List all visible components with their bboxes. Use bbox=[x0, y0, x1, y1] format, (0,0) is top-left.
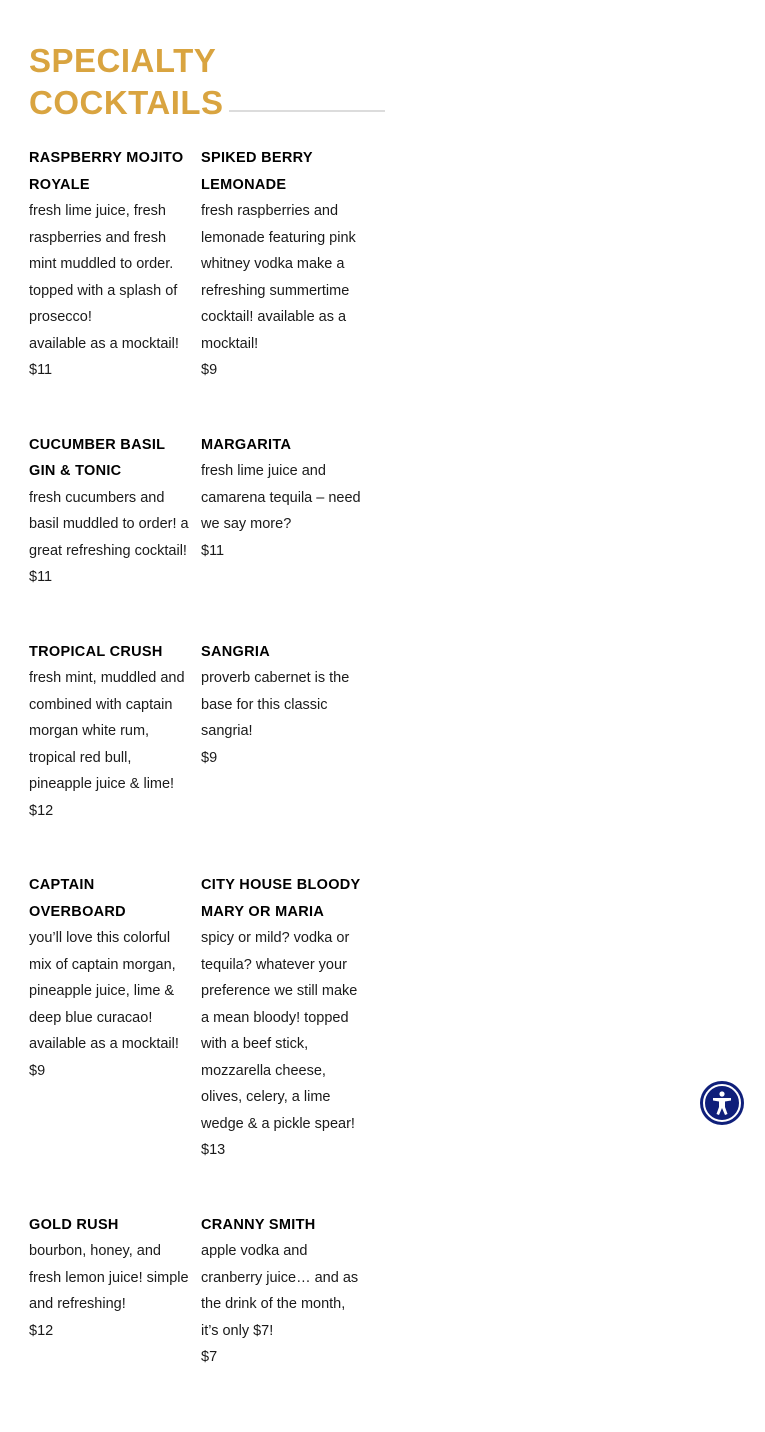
item-description: fresh raspberries and lemonade featuring pink whitney vodka make a refreshing summertime cocktail! available as a mocktail! bbox=[201, 203, 356, 352]
menu-item bbox=[201, 145, 373, 384]
item-price: $7 bbox=[201, 1349, 218, 1365]
item-price: $9 bbox=[201, 362, 218, 378]
item-description: you’ll love this colorful mix of captain morgan, pineapple juice, lime & deep blue curacao! bbox=[29, 930, 176, 1026]
menu-row bbox=[29, 1212, 369, 1371]
item-price: $12 bbox=[29, 1322, 54, 1339]
accessibility-icon bbox=[700, 1081, 744, 1125]
item-description: fresh cucumbers and basil muddled to order! a great refreshing cocktail! bbox=[29, 489, 189, 559]
menu-item bbox=[29, 432, 201, 591]
cocktail-menu bbox=[29, 145, 369, 1419]
item-price: $9 bbox=[29, 1062, 46, 1079]
item-name: TROPICAL CRUSH bbox=[29, 643, 163, 660]
item-note: available as a mocktail! bbox=[29, 335, 179, 352]
menu-item bbox=[201, 1212, 373, 1371]
menu-row bbox=[29, 639, 369, 825]
section-header bbox=[29, 40, 385, 124]
item-note: available as a mocktail! bbox=[29, 1036, 179, 1052]
item-name: CITY HOUSE BLOODY MARY OR MARIA bbox=[201, 877, 361, 920]
item-description: bourbon, honey, and fresh lemon juice! simple and refreshing! bbox=[29, 1243, 189, 1312]
item-description: apple vodka and cranberry juice… and as the drink of the month, it’s only $7! bbox=[201, 1243, 359, 1339]
item-price: $12 bbox=[29, 802, 54, 819]
menu-item bbox=[29, 872, 201, 1164]
item-description: proverb cabernet is the base for this classic sangria! bbox=[201, 670, 350, 739]
item-name: RASPBERRY MOJITO ROYALE bbox=[29, 150, 184, 193]
menu-row bbox=[29, 432, 369, 591]
item-price: $11 bbox=[29, 362, 53, 378]
item-name: GOLD RUSH bbox=[29, 1216, 119, 1233]
item-name: CAPTAIN OVERBOARD bbox=[29, 877, 126, 920]
menu-item bbox=[201, 639, 373, 825]
item-description: fresh lime juice and camarena tequila – need we say more? bbox=[201, 463, 361, 532]
item-name: SPIKED BERRY LEMONADE bbox=[201, 150, 313, 193]
section-title: SPECIALTY COCKTAILS bbox=[29, 42, 224, 121]
menu-row bbox=[29, 872, 369, 1164]
item-description: fresh lime juice, fresh raspberries and fresh mint muddled to order. topped with a splash of prosecco! bbox=[29, 203, 178, 325]
item-price: $9 bbox=[201, 749, 218, 766]
item-name: CRANNY SMITH bbox=[201, 1216, 316, 1233]
title-divider bbox=[229, 110, 385, 112]
item-price: $11 bbox=[201, 542, 225, 559]
item-description: spicy or mild? vodka or tequila? whatever your preference we still make a mean bloody! topped with a beef stick, mozzarella cheese, olives, celery, a lime wedge & a pickle spear! bbox=[201, 930, 358, 1132]
menu-row bbox=[29, 145, 369, 384]
item-name: MARGARITA bbox=[201, 436, 292, 453]
accessibility-button[interactable] bbox=[700, 1081, 744, 1125]
menu-item bbox=[201, 872, 373, 1164]
item-price: $11 bbox=[29, 569, 53, 585]
item-price: $13 bbox=[201, 1142, 226, 1158]
item-name: SANGRIA bbox=[201, 643, 270, 660]
menu-item bbox=[29, 145, 201, 384]
item-name: CUCUMBER BASIL GIN & TONIC bbox=[29, 436, 166, 479]
menu-item bbox=[29, 639, 201, 825]
menu-item bbox=[201, 432, 373, 591]
item-description: fresh mint, muddled and combined with captain morgan white rum, tropical red bull, pineapple juice & lime! bbox=[29, 670, 185, 792]
menu-item bbox=[29, 1212, 201, 1371]
